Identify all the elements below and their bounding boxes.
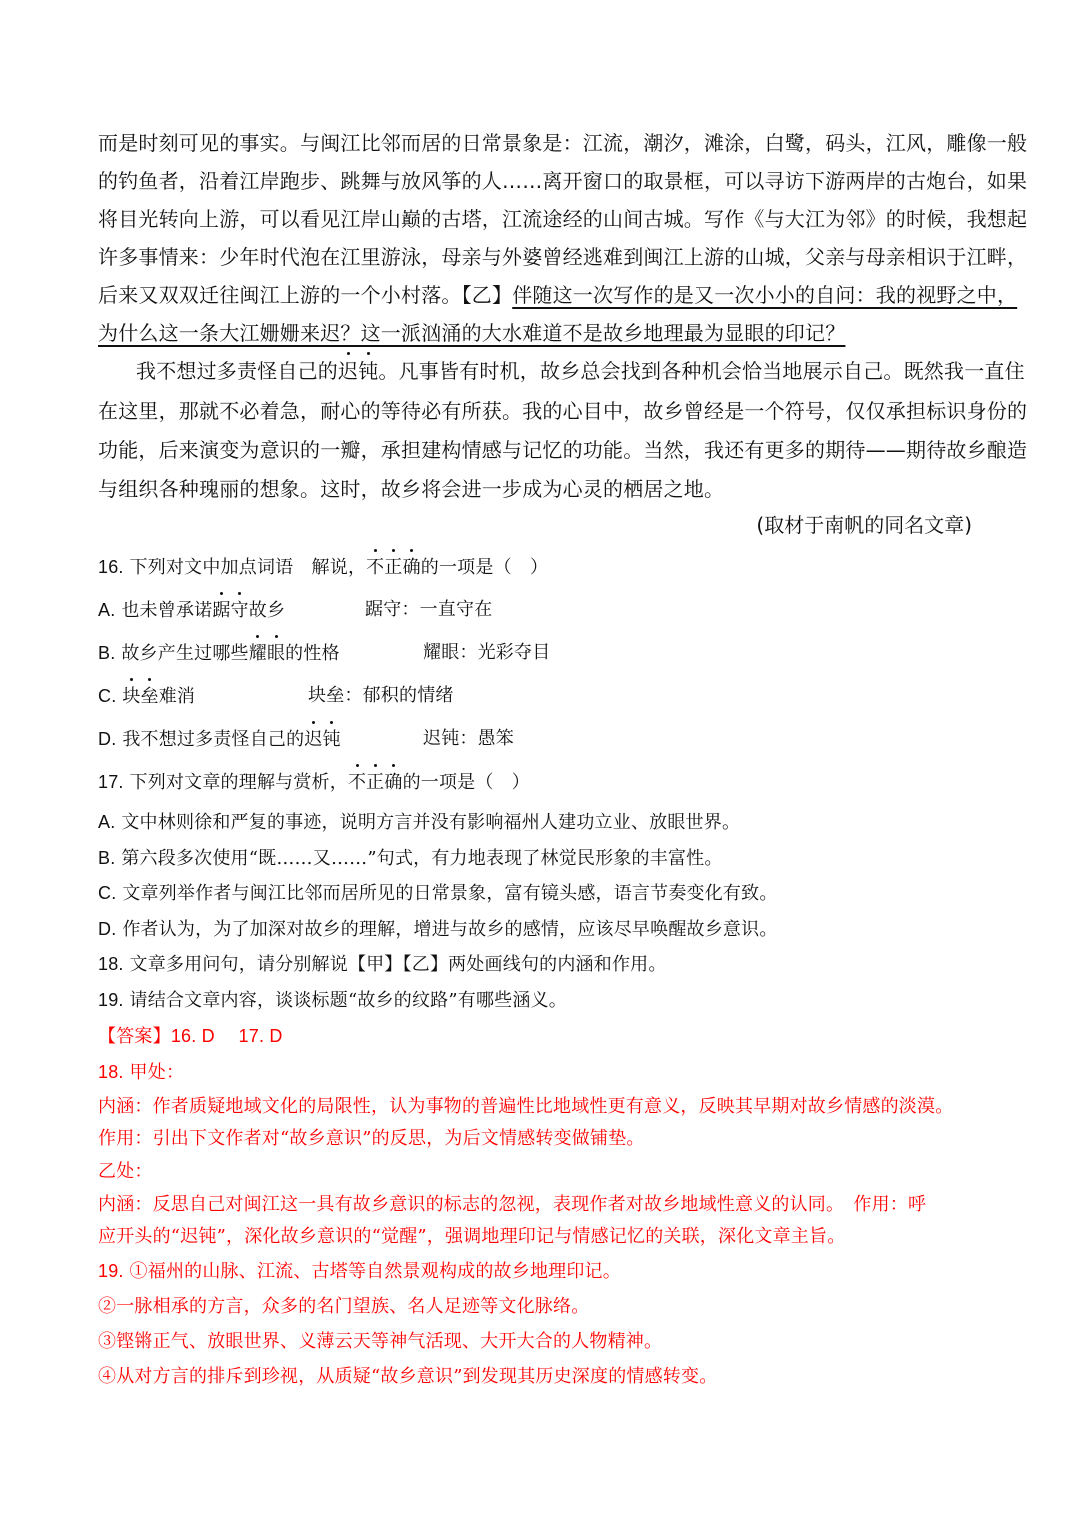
option-text: 故乡 [248, 600, 286, 621]
option-text: 的性格 [285, 643, 340, 664]
option-gloss: 耀眼：光彩夺目 [423, 642, 551, 663]
option-17-d [98, 916, 778, 943]
passage-line: 将目光转向上游，可以看见江岸山巅的古塔，江流途经的山间古城。写作《与大江为邻》的时候，我想起 [98, 207, 1028, 231]
option-letter: C. [98, 883, 117, 903]
dotted-char: 耀 [249, 641, 267, 667]
answer-subtitle: 甲处： [129, 1062, 185, 1083]
option-16-a [98, 597, 285, 624]
question-19 [98, 987, 567, 1014]
option-text: 故乡产生过哪些 [121, 643, 249, 664]
passage-line: 的钓鱼者，沿着江岸跑步、跳舞与放风筝的人……离开窗口的取景框，可以寻访下游两岸的古炮台，如果 [98, 169, 1028, 193]
answer-number: 19. [98, 1261, 124, 1281]
question-18 [98, 951, 667, 978]
answer-16: 16. D [170, 1026, 215, 1046]
option-letter: B. [98, 643, 116, 663]
dotted-char: 迟 [304, 727, 322, 753]
option-gloss: 块垒：郁积的情绪 [308, 685, 454, 706]
passage-line: 而是时刻可见的事实。与闽江比邻而居的日常景象是：江流，潮汐，滩涂，白鹭，码头，江风，雕像一般 [98, 131, 1028, 155]
option-letter: D. [98, 919, 117, 939]
question-number: 17. [98, 772, 124, 792]
dotted-char: 钝 [358, 359, 379, 383]
passage-text: 我不想过多责怪自己的 [136, 359, 338, 383]
answer-text: ①福州的山脉、江流、古塔等自然景观构成的故乡地理印记。 [129, 1261, 621, 1282]
question-stem: 的一项是（ ） [420, 557, 549, 578]
passage-line: 功能，后来演变为意识的一瓣，承担建构情感与记忆的功能。当然，我还有更多的期待——期待故乡酿造 [98, 438, 1028, 462]
question-number: 19. [98, 990, 124, 1010]
dotted-char: 踞 [212, 598, 230, 624]
dotted-char: 守 [231, 598, 249, 624]
answer-19-item [98, 1258, 621, 1285]
answer-19-item: ②一脉相承的方言，众多的名门望族、名人足迹等文化脉络。 [98, 1296, 590, 1317]
dotted-char: 不 [348, 770, 366, 796]
option-gloss: 踞守：一直守在 [365, 599, 493, 620]
dotted-char: 块 [122, 684, 140, 710]
answer-text: 内涵：反思自己对闽江这一具有故乡意识的标志的忽视，表现作者对故乡地域性意义的认同。 作用：呼 [98, 1194, 927, 1215]
option-17-a [98, 809, 740, 836]
option-17-c [98, 880, 778, 907]
passage-source: (取材于南帆的同名文章) [756, 513, 972, 537]
question-17 [98, 769, 530, 796]
question-stem: 请结合文章内容，谈谈标题“故乡的纹路”有哪些涵义。 [129, 990, 567, 1011]
dotted-char: 确 [384, 770, 402, 796]
answer-label: 【答案】 [98, 1026, 171, 1047]
answer-18-heading [98, 1059, 184, 1086]
passage-line [136, 358, 1025, 384]
option-gloss: 迟钝：愚笨 [423, 728, 514, 749]
passage-text: 后来又双双迁往闽江上游的一个小村落。【乙】 [98, 283, 513, 307]
passage-line [98, 282, 1017, 308]
answer-text: 内涵：作者质疑地域文化的局限性，认为事物的普遍性比地域性更有意义，反映其早期对故乡情感的淡漠。 [98, 1096, 954, 1117]
dotted-char: 钝 [323, 727, 341, 753]
question-stem: 文章多用问句，请分别解说【甲】【乙】两处画线句的内涵和作用。 [129, 954, 667, 975]
option-16-b [98, 640, 340, 667]
answer-subtitle: 乙处： [98, 1161, 153, 1182]
question-number: 16. [98, 557, 124, 577]
option-text: 也未曾承诺 [121, 600, 213, 621]
answer-key [98, 1023, 283, 1050]
answer-17: 17. D [238, 1026, 283, 1046]
dotted-char: 眼 [267, 641, 285, 667]
underlined-sentence-yi: 为什么这一条大江姗姗来迟？这一派汹涌的大水难道不是故乡地理最为显眼的印记？ [98, 321, 846, 345]
option-text: 文中林则徐和严复的事迹，说明方言并没有影响福州人建功立业、放眼世界。 [121, 812, 741, 833]
option-letter: B. [98, 848, 116, 868]
answer-number: 18. [98, 1062, 124, 1082]
underlined-sentence-yi: 伴随这一次写作的是又一次小小的自问：我的视野之中， [512, 283, 1018, 307]
answer-19-item: ④从对方言的排斥到珍视，从质疑“故乡意识”到发现其历史深度的情感转变。 [98, 1366, 718, 1387]
question-stem: 的一项是（ ） [402, 772, 530, 793]
option-text: 我不想过多责怪自己的 [122, 729, 305, 750]
passage-line: 在这里，那就不必着急，耐心的等待必有所获。我的心目中，故乡曾经是一个符号，仅仅承担标识身份的 [98, 399, 1028, 423]
option-text: 作者认为，为了加深对故乡的理解，增进与故乡的感情，应该尽早唤醒故乡意识。 [122, 919, 778, 940]
passage-line: 许多事情来：少年时代泡在江里游泳，母亲与外婆曾经逃难到闽江上游的山城，父亲与母亲相识于江畔， [98, 245, 1028, 269]
option-letter: C. [98, 686, 117, 706]
dotted-char: 垒 [141, 684, 159, 710]
passage-text: 。凡事皆有时机，故乡总会找到各种机会恰当地展示自己。既然我一直住 [378, 359, 1025, 383]
option-17-b [98, 845, 723, 872]
option-text: 难消 [158, 686, 196, 707]
option-text: 第六段多次使用“既……又……”句式，有力地表现了林觉民形象的丰富性。 [121, 848, 723, 869]
passage-line [98, 320, 845, 346]
dotted-char: 正 [384, 555, 402, 581]
dotted-char: 不 [366, 555, 384, 581]
option-letter: A. [98, 600, 116, 620]
question-stem: 下列对文章的理解与赏析， [129, 772, 348, 793]
answer-text: 作用：引出下文作者对“故乡意识”的反思，为后文情感转变做铺垫。 [98, 1128, 645, 1149]
passage-line: 与组织各种瑰丽的想象。这时，故乡将会进一步成为心灵的栖居之地。 [98, 477, 725, 501]
dotted-char: 确 [403, 555, 421, 581]
answer-19-item: ③铿锵正气、放眼世界、义薄云天等神气活现、大开大合的人物精神。 [98, 1331, 663, 1352]
option-letter: A. [98, 812, 116, 832]
option-16-d [98, 726, 341, 753]
dotted-char: 正 [366, 770, 384, 796]
option-text: 文章列举作者与闽江比邻而居所见的日常景象，富有镜头感，语言节奏变化有致。 [122, 883, 778, 904]
question-number: 18. [98, 954, 124, 974]
answer-text: 应开头的“迟钝”，深化故乡意识的“觉醒”，强调地理印记与情感记忆的关联，深化文章主旨。 [98, 1226, 846, 1247]
option-letter: D. [98, 729, 117, 749]
dotted-char: 迟 [338, 359, 359, 383]
question-16 [98, 554, 548, 581]
question-stem: 下列对文中加点词语 解说， [129, 557, 367, 578]
option-16-c [98, 683, 195, 710]
